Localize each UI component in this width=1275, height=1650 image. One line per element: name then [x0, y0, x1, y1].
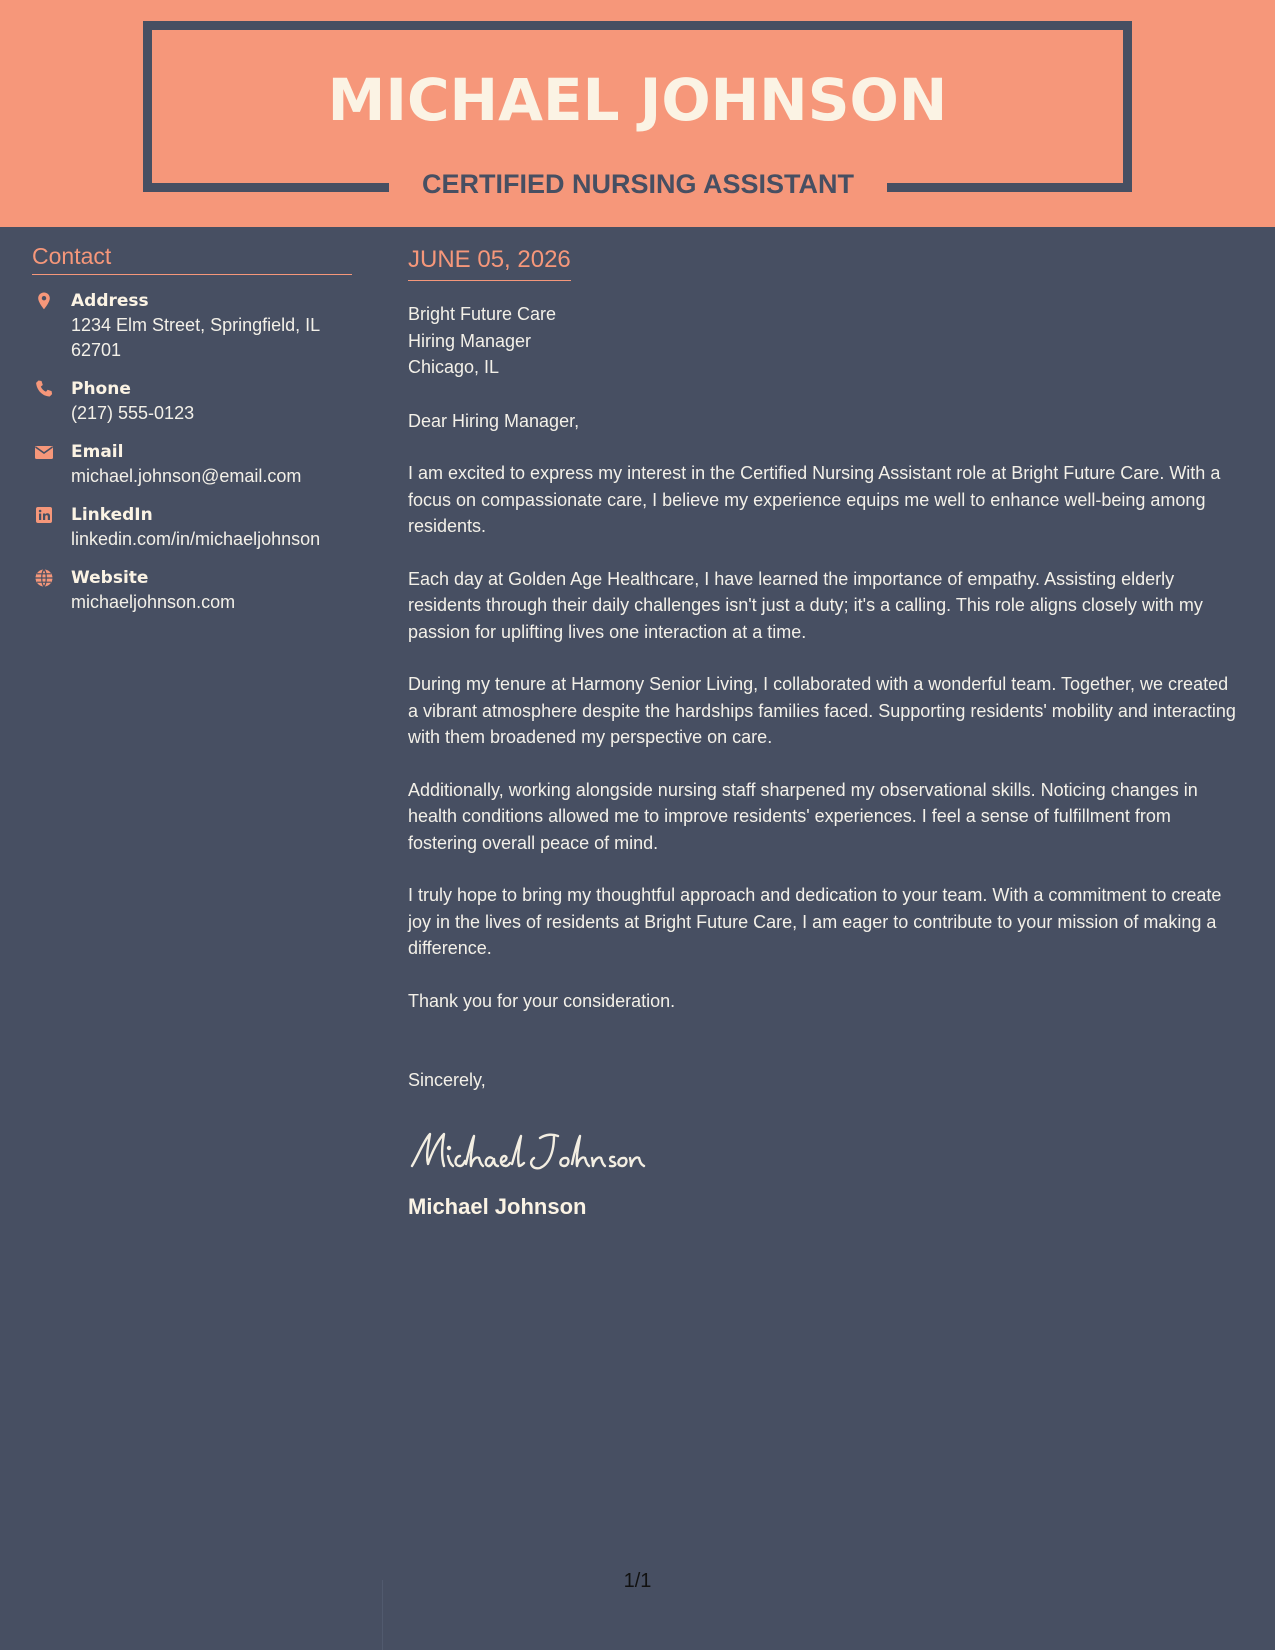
- contact-heading: Contact: [32, 240, 352, 275]
- website-value: michaeljohnson.com: [71, 592, 236, 612]
- recipient-block: [408, 301, 1243, 381]
- thank-you-line: Thank you for your consideration.: [408, 990, 676, 1011]
- linkedin-value: linkedin.com/in/michaeljohnson: [71, 529, 321, 549]
- website-label: Website: [71, 568, 149, 588]
- candidate-name: MICHAEL JOHNSON: [327, 66, 948, 134]
- job-title: CERTIFIED NURSING ASSISTANT: [421, 169, 854, 199]
- header-frame-bottom-right: [887, 183, 1132, 192]
- contact-email: [32, 440, 352, 489]
- phone-icon: [34, 379, 54, 399]
- globe-icon: [34, 568, 54, 588]
- recipient-company: Bright Future Care: [408, 304, 557, 324]
- linkedin-icon: [34, 505, 54, 525]
- email-label: Email: [71, 442, 124, 462]
- letter-body: [408, 244, 1243, 1222]
- recipient-title: Hiring Manager: [408, 330, 532, 351]
- handwritten-signature: [408, 1126, 678, 1176]
- page-number: 1/1: [623, 1570, 652, 1592]
- envelope-icon: [34, 442, 54, 462]
- header-banner: [0, 0, 1275, 227]
- paragraph-5: I truly hope to bring my thoughtful approach and dedication to your team. With a commitment to create joy in the lives of residents at Bright Future Care, I am eager to contribute to your mission of making a difference.: [408, 885, 1222, 958]
- paragraph-4: Additionally, working alongside nursing staff sharpened my observational skills. Noticing changes in health conditions allowed me to improve residents' experiences. I feel a sense of fulfillment from fostering overall peace of mind.: [408, 779, 1198, 853]
- map-pin-icon: [34, 291, 54, 311]
- contact-website: [32, 566, 352, 615]
- closing: Sincerely,: [408, 1070, 486, 1090]
- linkedin-label: LinkedIn: [71, 505, 153, 525]
- paragraph-1: I am excited to express my interest in the Certified Nursing Assistant role at Bright Future Care. With a focus on compassionate care, I believe my experience equips me well to enhance well-being among residents.: [408, 463, 1221, 536]
- recipient-location: Chicago, IL: [408, 357, 500, 377]
- paragraph-2: Each day at Golden Age Healthcare, I have learned the importance of empathy. Assisting elderly residents through their daily challenges isn't just a duty; it's a calling. This role aligns closely with my passion for uplifting lives one interaction at a time.: [408, 568, 1203, 642]
- salutation: Dear Hiring Manager,: [408, 410, 580, 431]
- phone-label: Phone: [71, 379, 131, 399]
- email-value: michael.johnson@email.com: [71, 466, 302, 486]
- header-frame-bottom-left: [143, 183, 389, 192]
- address-label: Address: [71, 291, 149, 311]
- contact-address: [32, 289, 352, 363]
- contact-phone: [32, 377, 352, 426]
- letter-date: JUNE 05, 2026: [408, 244, 571, 281]
- contact-sidebar: [32, 240, 352, 615]
- contact-linkedin: [32, 503, 352, 552]
- address-value: 1234 Elm Street, Springfield, IL 62701: [71, 315, 320, 360]
- typed-name: Michael Johnson: [408, 1193, 587, 1219]
- paragraph-3: During my tenure at Harmony Senior Living, I collaborated with a wonderful team. Together, we created a vibrant atmosphere despite the hardships families faced. Supporting residents' mobility and interacting with them broadened my perspective on care.: [408, 674, 1236, 747]
- phone-value: (217) 555-0123: [71, 403, 195, 423]
